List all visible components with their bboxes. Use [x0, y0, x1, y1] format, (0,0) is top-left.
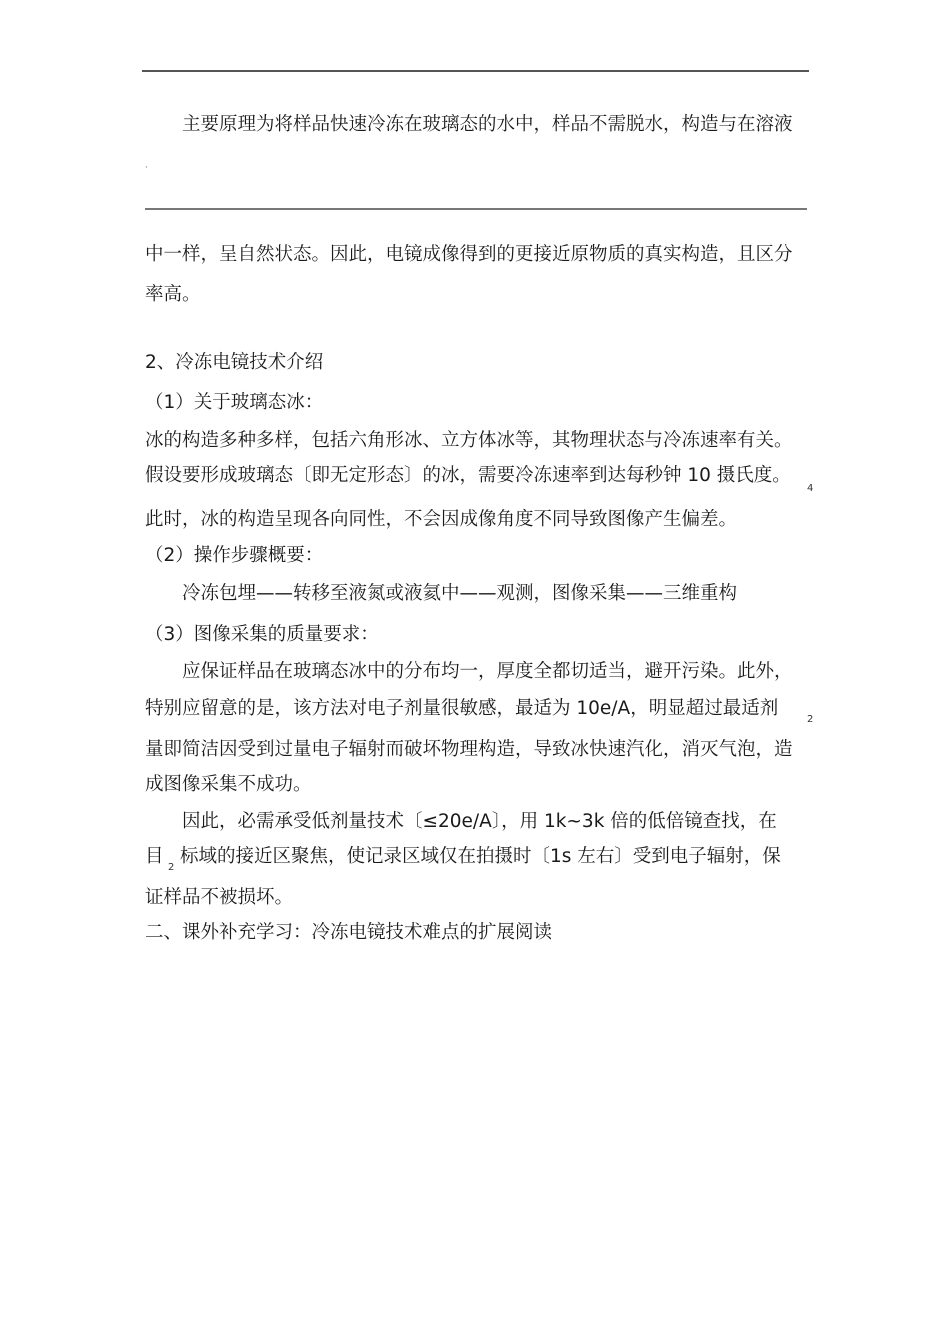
subscript-marker: 2: [168, 862, 175, 873]
subscript-marker: 2: [807, 714, 814, 725]
footnote-marker: 4: [807, 483, 814, 494]
paragraph-line: 标域的接近区聚焦，使记录区域仅在拍摄时〔1s 左右〕受到电子辐射，保: [180, 846, 781, 867]
paragraph-line: 成图像采集不成功。: [145, 774, 312, 795]
paragraph-line: 证样品不被损坏。: [145, 887, 294, 908]
paragraph-line: 假设要形成玻璃态〔即无定形态〕的冰，需要冷冻速率到达每秒钟 10 摄氏度。: [145, 465, 791, 486]
paragraph-line: 冰的构造多种多样，包括六角形冰、立方体冰等，其物理状态与冷冻速率有关。: [145, 430, 793, 451]
paragraph-line: 特别应留意的是，该方法对电子剂量很敏感，最适为 10e/A，明显超过最适剂: [145, 698, 779, 719]
paragraph-line: 量即简洁因受到过量电子辐射而破坏物理构造，导致冰快速汽化，消灭气泡，造: [145, 739, 793, 760]
subsection-heading: （1）关于玻璃态冰：: [145, 392, 324, 413]
section-heading: 2、冷冻电镜技术介绍: [145, 352, 324, 373]
procedure-steps: 冷冻包埋——转移至液氮或液氦中——观测，图像采集——三维重构: [182, 583, 738, 604]
page-break-rule: [145, 208, 807, 210]
paragraph-line: 应保证样品在玻璃态冰中的分布均一，厚度全都切适当，避开污染。此外，: [182, 661, 793, 682]
stray-dot: ·: [145, 163, 148, 173]
paragraph-line: 主要原理为将样品快速冷冻在玻璃态的水中，样品不需脱水，构造与在溶液: [182, 114, 793, 135]
paragraph-line: 此时，冰的构造呈现各向同性，不会因成像角度不同导致图像产生偏差。: [145, 509, 738, 530]
paragraph-line: 率高。: [145, 284, 201, 305]
section-heading: 二、课外补充学习：冷冻电镜技术难点的扩展阅读: [145, 922, 553, 943]
subsection-heading: （2）操作步骤概要：: [145, 545, 324, 566]
subsection-heading: （3）图像采集的质量要求：: [145, 624, 379, 645]
paragraph-line: 目: [145, 846, 164, 867]
paragraph-line: 中一样，呈自然状态。因此，电镜成像得到的更接近原物质的真实构造，且区分: [145, 244, 793, 265]
paragraph-line: 因此，必需承受低剂量技术〔≤20e/A〕，用 1k~3k 倍的低倍镜查找，在: [182, 811, 777, 832]
top-rule: [142, 70, 809, 72]
